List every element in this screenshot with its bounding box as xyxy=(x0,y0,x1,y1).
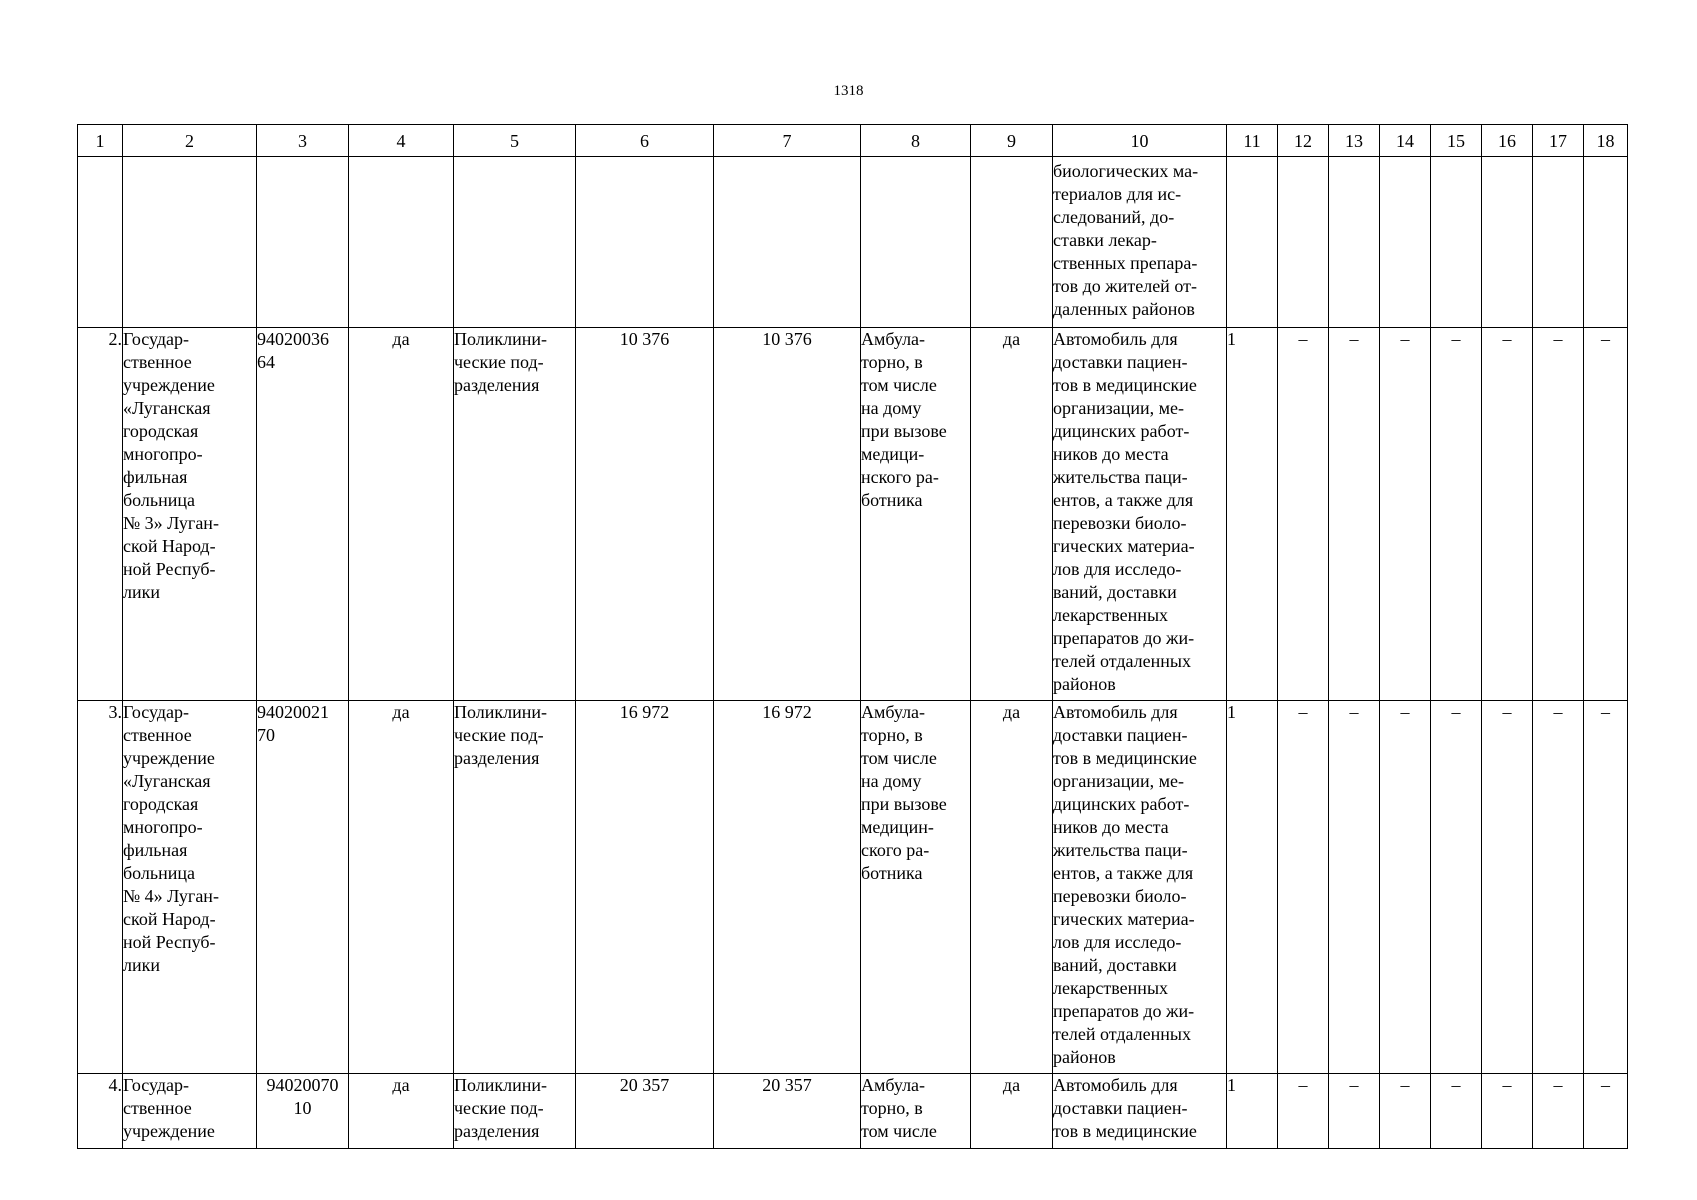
care-mode-cell: Амбула- торно, в том числе xyxy=(861,1074,971,1149)
column-header: 17 xyxy=(1533,125,1584,157)
column-header: 9 xyxy=(971,125,1053,157)
data-table xyxy=(77,124,1628,1149)
column-header: 6 xyxy=(576,125,714,157)
column-header: 2 xyxy=(123,125,257,157)
dash-cell: – xyxy=(1380,701,1431,1074)
quantity-cell: 1 xyxy=(1227,1074,1278,1149)
column-header: 14 xyxy=(1380,125,1431,157)
table-row xyxy=(78,1074,1628,1149)
flag-cell: да xyxy=(349,701,454,1074)
dash-cell: – xyxy=(1482,1074,1533,1149)
dash-cell: – xyxy=(1431,1074,1482,1149)
count-cell: 16 972 xyxy=(576,701,714,1074)
quantity-cell: 1 xyxy=(1227,328,1278,701)
dash-cell: – xyxy=(1329,1074,1380,1149)
purpose-cell: Автомобиль для доставки пациен- тов в медицинские организации, ме- дицинских работ- ников до места жительства паци- ентов, а также для перевозки биоло- гических материа- лов для исследо- ваний, доставки лекарственных препаратов до жи- телей отдаленных районов xyxy=(1053,328,1227,701)
institution-name: Государ- ственное учреждение xyxy=(123,1074,257,1149)
dash-cell: – xyxy=(1431,701,1482,1074)
column-header: 16 xyxy=(1482,125,1533,157)
flag-cell: да xyxy=(971,1074,1053,1149)
care-mode-cell: Амбула- торно, в том числе на дому при вызове медици- нского ра- ботника xyxy=(861,328,971,701)
flag-cell: да xyxy=(971,328,1053,701)
dash-cell: – xyxy=(1533,701,1584,1074)
column-header: 10 xyxy=(1053,125,1227,157)
dash-cell: – xyxy=(1278,328,1329,701)
count-cell: 10 376 xyxy=(714,328,861,701)
subdivision-cell: Поликлини- ческие под- разделения xyxy=(454,701,576,1074)
count-cell: 20 357 xyxy=(576,1074,714,1149)
count-cell: 10 376 xyxy=(576,328,714,701)
header-row xyxy=(78,125,1628,157)
column-header: 1 xyxy=(78,125,123,157)
purpose-cell: Автомобиль для доставки пациен- тов в медицинские xyxy=(1053,1074,1227,1149)
purpose-cell: Автомобиль для доставки пациен- тов в медицинские организации, ме- дицинских работ- ников до места жительства паци- ентов, а также для перевозки биоло- гических материа- лов для исследо- ваний, доставки лекарственных препаратов до жи- телей отдаленных районов xyxy=(1053,701,1227,1074)
row-number: 3. xyxy=(78,701,123,1074)
column-header: 4 xyxy=(349,125,454,157)
column-header: 13 xyxy=(1329,125,1380,157)
count-cell: 20 357 xyxy=(714,1074,861,1149)
dash-cell: – xyxy=(1584,701,1628,1074)
dash-cell: – xyxy=(1584,328,1628,701)
purpose-cell: биологических ма- териалов для ис- следований, до- ставки лекар- ственных препара- тов до жителей от- даленных районов xyxy=(1053,157,1227,328)
institution-code: 94020036 64 xyxy=(257,328,349,701)
dash-cell: – xyxy=(1431,328,1482,701)
column-header: 15 xyxy=(1431,125,1482,157)
dash-cell: – xyxy=(1380,328,1431,701)
flag-cell: да xyxy=(349,1074,454,1149)
column-header: 7 xyxy=(714,125,861,157)
continuation-row xyxy=(78,157,1628,328)
row-number: 4. xyxy=(78,1074,123,1149)
dash-cell: – xyxy=(1482,328,1533,701)
column-header: 3 xyxy=(257,125,349,157)
dash-cell: – xyxy=(1329,701,1380,1074)
column-header: 12 xyxy=(1278,125,1329,157)
subdivision-cell: Поликлини- ческие под- разделения xyxy=(454,328,576,701)
institution-name: Государ- ственное учреждение «Луганская городская многопро- фильная больница № 3» Луган- ской Народ- ной Респуб- лики xyxy=(123,328,257,701)
subdivision-cell: Поликлини- ческие под- разделения xyxy=(454,1074,576,1149)
flag-cell: да xyxy=(349,328,454,701)
dash-cell: – xyxy=(1584,1074,1628,1149)
flag-cell: да xyxy=(971,701,1053,1074)
institution-name: Государ- ственное учреждение «Луганская городская многопро- фильная больница № 4» Луган- ской Народ- ной Респуб- лики xyxy=(123,701,257,1074)
table-row xyxy=(78,328,1628,701)
dash-cell: – xyxy=(1533,328,1584,701)
institution-code: 94020070 10 xyxy=(257,1074,349,1149)
dash-cell: – xyxy=(1278,701,1329,1074)
dash-cell: – xyxy=(1380,1074,1431,1149)
row-number: 2. xyxy=(78,328,123,701)
page-number: 1318 xyxy=(833,83,864,99)
dash-cell: – xyxy=(1533,1074,1584,1149)
dash-cell: – xyxy=(1482,701,1533,1074)
dash-cell: – xyxy=(1329,328,1380,701)
column-header: 5 xyxy=(454,125,576,157)
count-cell: 16 972 xyxy=(714,701,861,1074)
institution-code: 94020021 70 xyxy=(257,701,349,1074)
care-mode-cell: Амбула- торно, в том числе на дому при вызове медицин- ского ра- ботника xyxy=(861,701,971,1074)
column-header: 8 xyxy=(861,125,971,157)
table-row xyxy=(78,701,1628,1074)
column-header: 18 xyxy=(1584,125,1628,157)
column-header: 11 xyxy=(1227,125,1278,157)
quantity-cell: 1 xyxy=(1227,701,1278,1074)
dash-cell: – xyxy=(1278,1074,1329,1149)
